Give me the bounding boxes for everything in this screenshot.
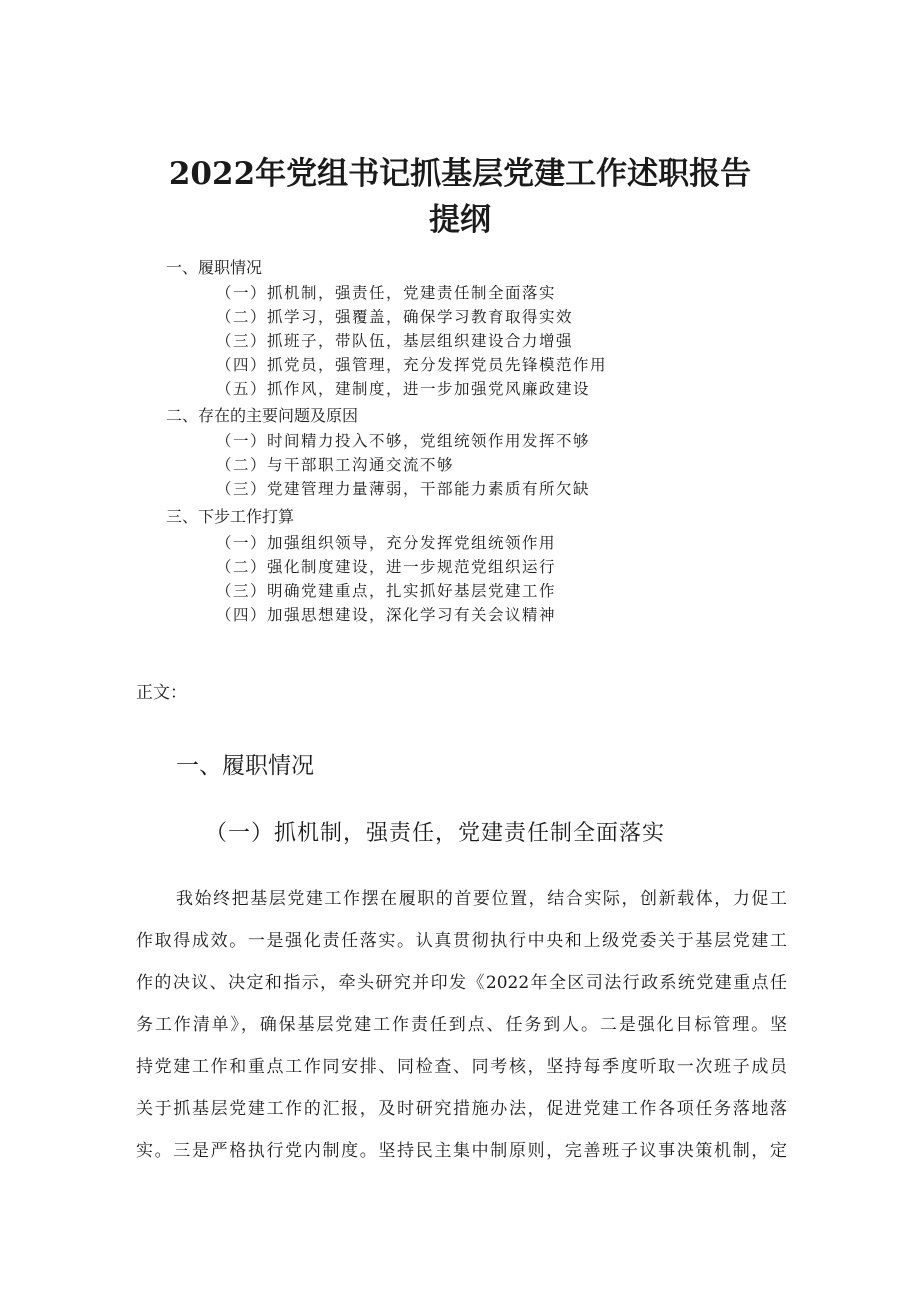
paragraph-line: 作的决议、决定和指示，牵头研究并印发《2022年全区司法行政系统党建重点任 (136, 973, 787, 993)
body-label: 正文： (136, 683, 187, 703)
subsection-heading: （一）抓机制，强责任，党建责任制全面落实 (205, 821, 666, 846)
outline-item-2-1: （一）时间精力投入不够，党组统领作用发挥不够 (216, 432, 591, 450)
paragraph-line: 持党建工作和重点工作同安排、同检查、同考核，坚持每季度听取一次班子成员 (136, 1057, 787, 1077)
outline-item-2-2: （二）与干部职工沟通交流不够 (216, 456, 455, 474)
outline-item-1-4: （四）抓党员，强管理，充分发挥党员先锋模范作用 (216, 356, 608, 374)
outline-item-1-1: （一）抓机制，强责任，党建责任制全面落实 (216, 284, 557, 302)
document-title-line1: 2022年党组书记抓基层党建工作述职报告 (168, 156, 752, 192)
paragraph-line: 我始终把基层党建工作摆在履职的首要位置，结合实际，创新载体，力促工 (176, 889, 787, 909)
outline-item-3-2: （二）强化制度建设，进一步规范党组织运行 (216, 558, 557, 576)
paragraph-line: 关于抓基层党建工作的汇报，及时研究措施办法，促进党建工作各项任务落地落 (136, 1099, 787, 1119)
paragraph-line: 务工作清单》，确保基层党建工作责任到点、任务到人。二是强化目标管理。坚 (136, 1015, 787, 1035)
outline-item-2-3: （三）党建管理力量薄弱，干部能力素质有所欠缺 (216, 480, 591, 498)
section-heading: 一、履职情况 (176, 753, 314, 779)
paragraph-line: 实。三是严格执行党内制度。坚持民主集中制原则，完善班子议事决策机制，定 (136, 1141, 787, 1161)
outline-item-1-2: （二）抓学习，强覆盖，确保学习教育取得实效 (216, 308, 574, 326)
outline-item-3-3: （三）明确党建重点，扎实抓好基层党建工作 (216, 582, 557, 600)
outline-item-3-4: （四）加强思想建设，深化学习有关会议精神 (216, 606, 557, 624)
outline-heading-3: 三、下步工作打算 (166, 507, 295, 526)
paragraph-line: 作取得成效。一是强化责任落实。认真贯彻执行中央和上级党委关于基层党建工 (136, 931, 787, 951)
outline-item-1-3: （三）抓班子，带队伍，基层组织建设合力增强 (216, 332, 574, 350)
document-title-line2: 提纲 (429, 202, 491, 238)
outline-heading-2: 二、存在的主要问题及原因 (166, 406, 359, 425)
outline-item-3-1: （一）加强组织领导，充分发挥党组统领作用 (216, 534, 557, 552)
outline-heading-1: 一、履职情况 (166, 258, 263, 277)
outline-item-1-5: （五）抓作风，建制度，进一步加强党风廉政建设 (216, 380, 591, 398)
